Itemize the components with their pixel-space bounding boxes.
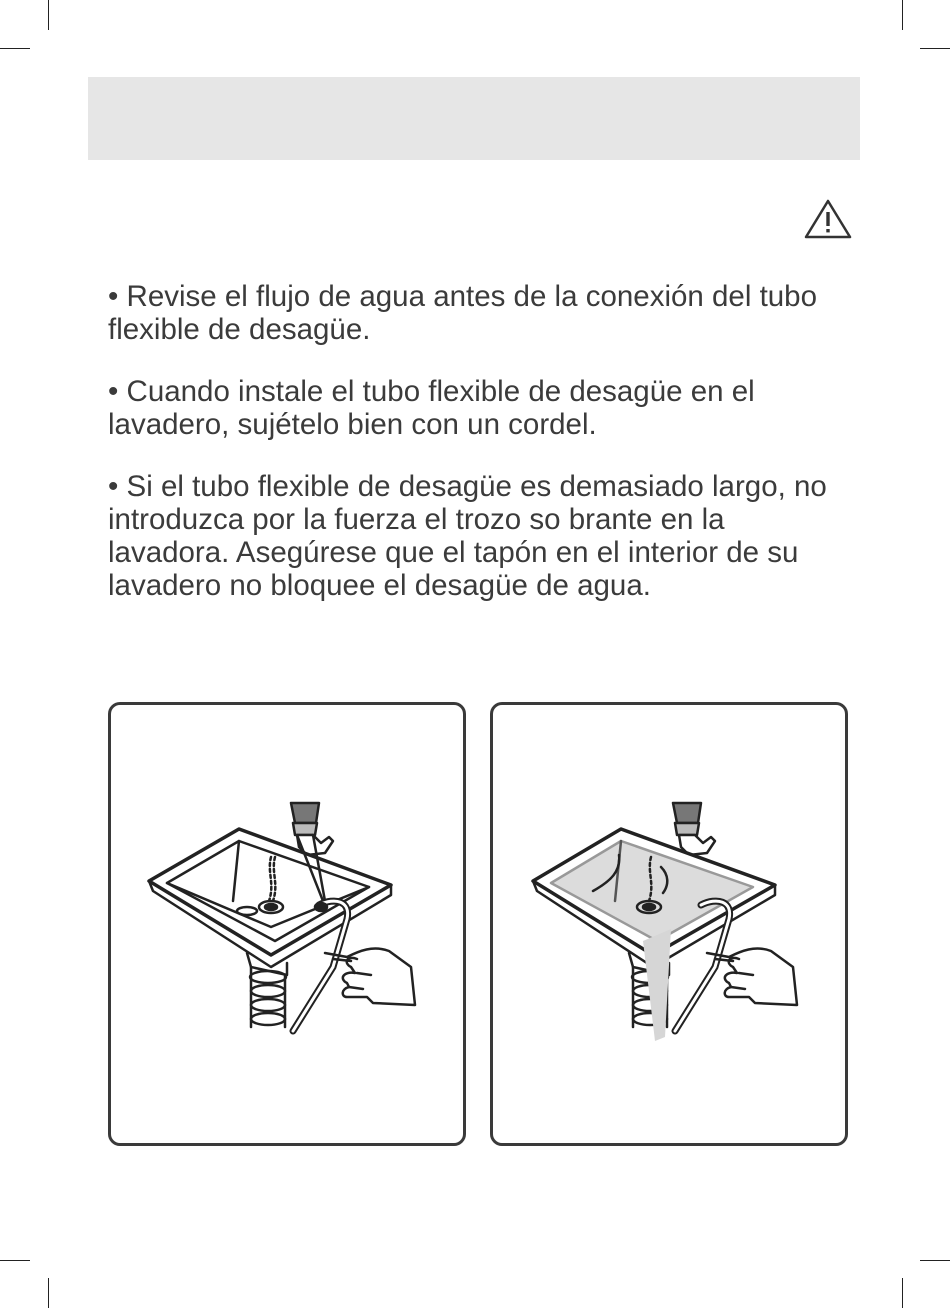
crop-mark — [902, 0, 903, 30]
crop-mark — [0, 48, 30, 49]
instruction-paragraph: • Revise el flujo de agua antes de la conexión del tubo flexible de desagüe. — [108, 280, 817, 346]
crop-mark — [920, 48, 950, 49]
warning-triangle-icon — [803, 198, 853, 240]
sink-illustration-left — [108, 702, 466, 1146]
crop-mark — [48, 0, 49, 30]
instructions-text — [108, 280, 848, 631]
instruction-paragraph: • Si el tubo flexible de desagüe es demasiado largo, no introduzca por la fuerza el trozo so brante en la lavadora. Asegúrese que el tapón en el interior de su lavadero no bloquee el desagüe de agua. — [108, 470, 827, 602]
sink-filled-with-water-hose-icon — [493, 705, 851, 1149]
sink-illustration-right — [490, 702, 848, 1146]
instruction-paragraph: • Cuando instale el tubo flexible de desagüe en el lavadero, sujételo bien con un cordel. — [108, 375, 755, 441]
crop-mark — [902, 1278, 903, 1308]
crop-mark — [48, 1278, 49, 1308]
crop-mark — [920, 1260, 950, 1261]
header-band — [88, 77, 860, 160]
crop-mark — [0, 1260, 30, 1261]
sink-with-drain-hose-icon — [111, 705, 469, 1149]
